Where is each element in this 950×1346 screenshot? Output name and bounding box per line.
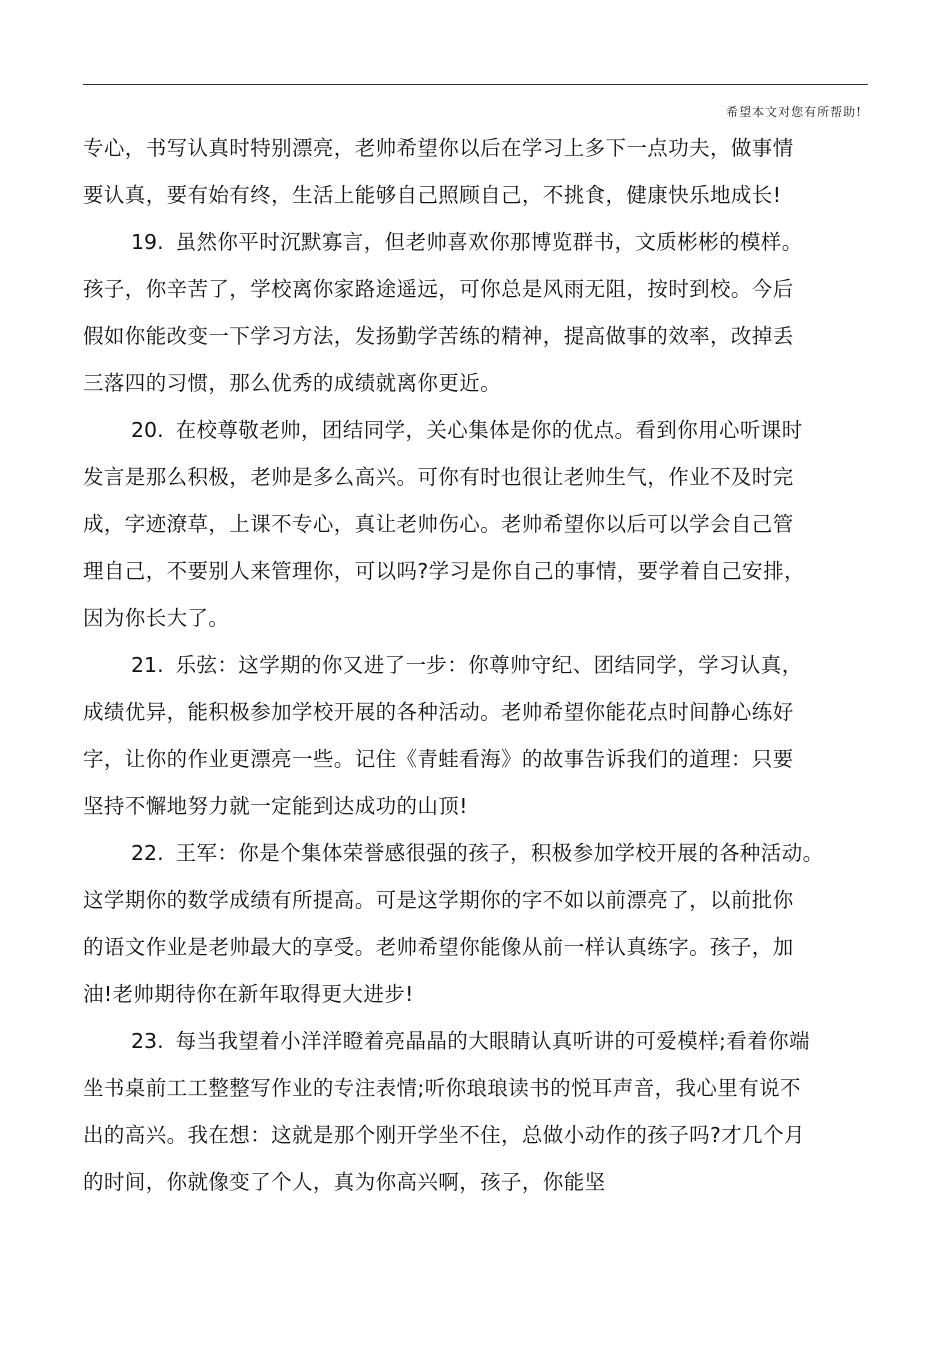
- text-line: 要认真，要有始有终，生活上能够自己照顾自己，不挑食，健康快乐地成长!: [83, 183, 782, 207]
- text-line: 在校尊敬老帅，团结同学，关心集体是你的优点。看到你用心听课时: [175, 418, 803, 442]
- text-line: 成，字迹潦草，上课不专心，真让老帅伤心。老帅希望你以后可以学会自己管: [83, 512, 794, 536]
- text-line: 出的高兴。我在想：这就是那个刚开学坐不住，总做小动作的孩子吗?才几个月: [83, 1123, 805, 1147]
- text-line: 乐弦：这学期的你又进了一步：你尊帅守纪、团结同学，学习认真，: [175, 653, 803, 677]
- paragraph-first-line: [83, 834, 873, 881]
- text-line: 假如你能改变一下学习方法，发扬勤学苦练的精神，提高做事的效率，改掉丢: [83, 324, 794, 348]
- paragraph-number: 21.: [131, 653, 164, 677]
- header-note: 希望本文对您有所帮助!: [726, 105, 862, 119]
- text-line: 理自己，不要别人来管理你，可以吗?学习是你自己的事情，要学着自己安排，: [83, 559, 805, 583]
- text-line: 坚持不懈地努力就一定能到达成功的山顶!: [83, 794, 468, 818]
- body-text: [83, 129, 873, 1210]
- text-line: 专心，书写认真时特别漂亮，老帅希望你以后在学习上多下一点功夫，做事情: [83, 136, 794, 160]
- text-line: 三落四的习惯，那么优秀的成绩就离你更近。: [83, 371, 501, 395]
- paragraph-number: 23.: [131, 1029, 164, 1053]
- text-line: 王军：你是个集体荣誉感很强的孩子，积极参加学校开展的各种活动。: [175, 841, 824, 865]
- paragraph-first-line: [83, 223, 873, 270]
- header-rule: [83, 84, 868, 85]
- text-line: 每当我望着小洋洋瞪着亮晶晶的大眼睛认真听讲的可爱模样;看着你端: [175, 1029, 810, 1053]
- text-line: 的语文作业是老帅最大的享受。老帅希望你能像从前一样认真练字。孩子，加: [83, 935, 794, 959]
- paragraph-number: 22.: [131, 841, 164, 865]
- text-line: 孩子，你辛苦了，学校离你家路途遥远，可你总是风雨无阻，按时到校。今后: [83, 277, 794, 301]
- paragraph-number: 20.: [131, 418, 164, 442]
- paragraph-first-line: [83, 1022, 873, 1069]
- text-line: 的时间，你就像变了个人，真为你高兴啊，孩子，你能坚: [83, 1170, 606, 1194]
- text-line: 这学期你的数学成绩有所提高。可是这学期你的字不如以前漂亮了，以前批你: [83, 888, 794, 912]
- text-line: 油!老帅期待你在新年取得更大进步!: [83, 982, 414, 1006]
- text-line: 虽然你平时沉默寡言，但老帅喜欢你那博览群书，文质彬彬的模样。: [175, 230, 803, 254]
- text-line: 坐书桌前工工整整写作业的专注表情;听你琅琅读书的悦耳声音，我心里有说不: [83, 1076, 801, 1100]
- text-line: 成绩优异，能积极参加学校开展的各种活动。老帅希望你能花点时间静心练好: [83, 700, 794, 724]
- text-line: 发言是那么积极，老帅是多么高兴。可你有时也很让老帅生气，作业不及时完: [83, 465, 794, 489]
- paragraph-first-line: [83, 411, 873, 458]
- paragraph-number: 19.: [131, 230, 164, 254]
- text-line: 因为你长大了。: [83, 606, 230, 630]
- text-line: 字，让你的作业更漂亮一些。记住《青蛙看海》的故事告诉我们的道理：只要: [83, 747, 794, 771]
- paragraph-first-line: [83, 646, 873, 693]
